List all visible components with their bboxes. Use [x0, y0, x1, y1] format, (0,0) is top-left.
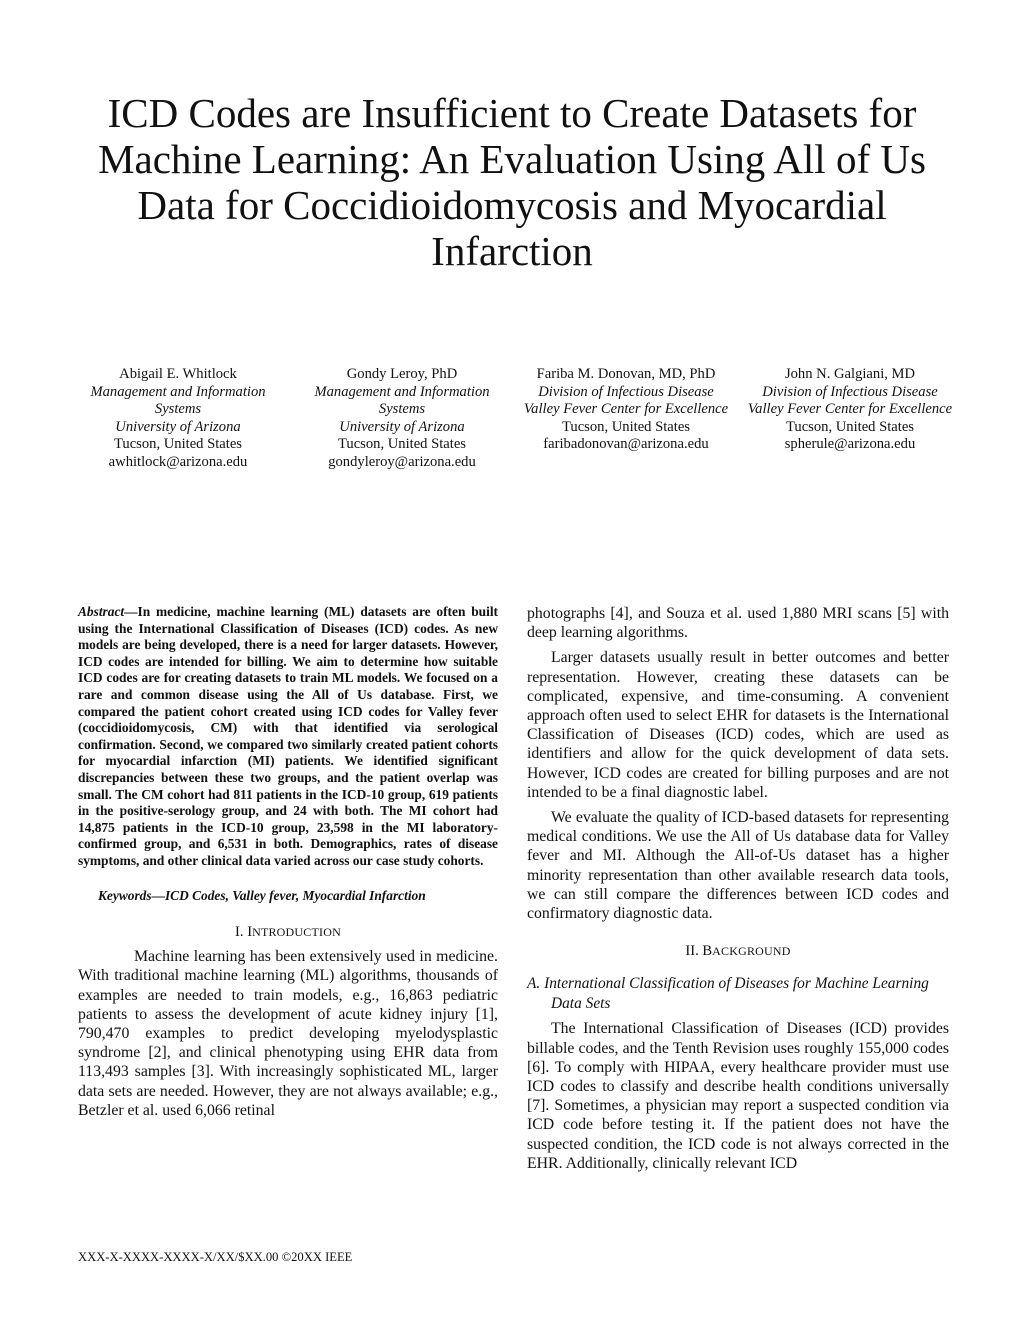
- section-initial: I: [247, 924, 253, 941]
- author-1: [66, 366, 290, 472]
- author-3: [514, 366, 738, 472]
- section-heading-introduction: [78, 924, 498, 941]
- author-location: Tucson, United States: [114, 436, 242, 453]
- author-4: [738, 366, 962, 472]
- author-location: Tucson, United States: [338, 436, 466, 453]
- author-email: awhitlock@arizona.edu: [108, 453, 248, 470]
- left-column: [78, 604, 498, 1120]
- copyright-footer: XXX-X-XXXX-XXXX-X/XX/$XX.00 ©20XX IEEE: [78, 1250, 353, 1264]
- section-initial: B: [702, 943, 713, 960]
- section-heading-background: [527, 943, 949, 960]
- author-name: Abigail E. Whitlock: [119, 366, 237, 382]
- author-name: Fariba M. Donovan, MD, PhD: [536, 366, 716, 382]
- intro-paragraph-3: We evaluate the quality of ICD-based datasets for representing medical conditions. We use the All of Us database data for Valley fever and MI. Although the All-of-Us dataset has a higher minority representation than other available research data tools, we can still compare the differences between ICD codes and confirmatory diagnostic data.: [527, 809, 949, 923]
- right-column: [527, 604, 949, 1173]
- abstract-label: Abstract: [78, 604, 125, 619]
- author-2: [290, 366, 514, 472]
- author-organization: Valley Fever Center for Excellence: [523, 401, 729, 418]
- author-department: Management and Information Systems: [314, 383, 490, 418]
- intro-paragraph-1: Machine learning has been extensively used in medicine. With traditional machine learning (ML) algorithms, thousands of examples are needed to train models, e.g., 16,863 pediatric patients to assess the development of acute kidney injury [1], 790,470 examples to predict developing myelodysplastic syndrome [2], and clinical phenotyping using EHR data from 113,493 samples [3]. With increasingly sophisticated ML, larger data sets are needed. However, they are not always available; e.g., Betzler et al. used 6,066 retinal: [78, 948, 498, 1119]
- author-department: Division of Infectious Disease: [762, 383, 938, 400]
- section-title-rest: ACKGROUND: [712, 944, 791, 959]
- section-number: II.: [685, 943, 699, 960]
- author-email: faribadonovan@arizona.edu: [543, 436, 709, 453]
- abstract-text: In medicine, machine learning (ML) datasets are often built using the International Classification of Diseases (ICD) codes. As new models are being developed, there is a need for larger datasets. However, ICD codes are intended for billing. We aim to determine how suitable ICD codes are for creating datasets to train ML models. We focused on a rare and common disease using the All of Us database. First, we compared the patient cohort created using ICD codes for Valley fever (coccidioidomycosis, CM) with that identified via serological confirmation. Second, we compared two similarly created patient cohorts for myocardial infarction (MI) patients. We identified significant discrepancies between these two groups, and the patient overlap was small. The CM cohort had 811 patients in the ICD-10 group, 619 patients in the positive-serology group, and 24 with both. The MI cohort had 14,875 patients in the ICD-10 group, 23,598 in the MI laboratory-confirmed group, and 6,531 in both. Demographics, rates of disease symptoms, and other clinical data varied across our case study cohorts.: [78, 604, 498, 868]
- author-email: spherule@arizona.edu: [784, 436, 916, 453]
- paper-title: ICD Codes are Insufficient to Create Datasets for Machine Learning: An Evaluation Using All of Us Data for Coccidioidomycosis and Myocardial Infarction: [98, 90, 926, 274]
- abstract-dash: —: [124, 604, 138, 619]
- author-email: gondyleroy@arizona.edu: [328, 453, 476, 470]
- author-organization: University of Arizona: [115, 418, 241, 435]
- author-department: Management and Information Systems: [90, 383, 266, 418]
- author-name: John N. Galgiani, MD: [784, 366, 916, 382]
- background-paragraph-1: The International Classification of Diseases (ICD) provides billable codes, and the Tenth Revision uses roughly 155,000 codes [6]. To comply with HIPAA, every healthcare provider must use ICD codes to classify and describe health conditions universally [7]. Sometimes, a physician may report a suspected condition via ICD code before testing it. If the patient does not have the suspected condition, the ICD code is not always corrected in the EHR. Additionally, clinically relevant ICD: [527, 1020, 949, 1172]
- section-title-rest: NTRODUCTION: [252, 925, 341, 940]
- author-department: Division of Infectious Disease: [538, 383, 714, 400]
- author-organization: University of Arizona: [339, 418, 465, 435]
- author-organization: Valley Fever Center for Excellence: [747, 401, 953, 418]
- author-block: [66, 366, 962, 472]
- author-location: Tucson, United States: [562, 418, 690, 435]
- section-number: I.: [235, 924, 244, 941]
- author-name: Gondy Leroy, PhD: [346, 366, 458, 382]
- abstract: [78, 604, 498, 870]
- intro-paragraph-1-continued: photographs [4], and Souza et al. used 1,880 MRI scans [5] with deep learning algorithms.: [527, 605, 949, 642]
- intro-paragraph-2: Larger datasets usually result in better outcomes and better representation. However, creating these datasets can be complicated, expensive, and time-consuming. A convenient approach often used to select EHR for datasets is the International Classification of Diseases (ICD) codes, which are used as identifiers and allow for the quick development of data sets. However, ICD codes are created for billing purposes and are not intended to be a final diagnostic label.: [527, 649, 949, 801]
- author-location: Tucson, United States: [786, 418, 914, 435]
- subsection-heading-a: A. International Classification of Diseases for Machine Learning Data Sets: [527, 975, 929, 1012]
- keywords: Keywords—ICD Codes, Valley fever, Myocardial Infarction: [98, 887, 426, 903]
